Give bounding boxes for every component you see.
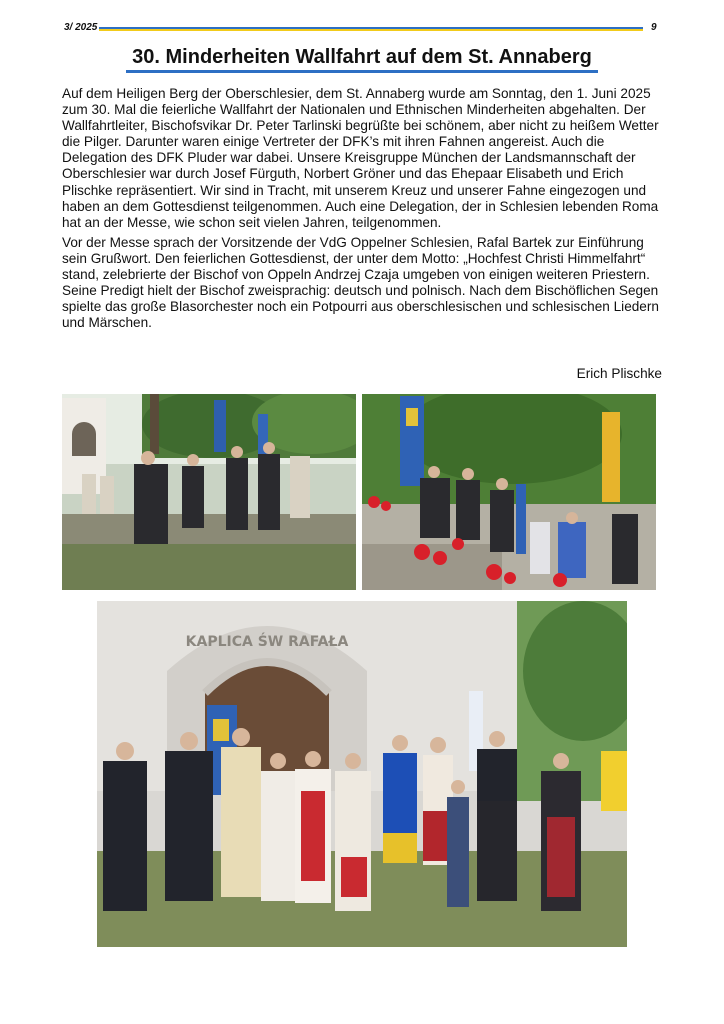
- photo-group-chapel: [97, 601, 627, 947]
- article-author: Erich Plischke: [576, 366, 662, 381]
- issue-number: 3/ 2025: [64, 22, 98, 33]
- article-title-wrap: [0, 46, 724, 73]
- photo-procession: [62, 394, 356, 590]
- header-rule-yellow: [99, 29, 643, 31]
- header-rule: [99, 27, 643, 31]
- article-title: 30. Minderheiten Wallfahrt auf dem St. Annaberg: [126, 46, 598, 73]
- article-paragraph-1: Auf dem Heiligen Berg der Oberschlesier, dem St. Annaberg wurde am Sonntag, den 1. Juni 2025 zum 30. Mal die feierliche Wallfahrt der Nationalen und Ethnischen Minderheiten abgehalten. Der Wallfahrtleiter, Bischofsvikar Dr. Peter Tarlinski begrüßte bei schönem, aber nicht zu heißem Wetter die Pilger. Darunter waren einige Vertreter der DFK’s mit ihren Fahnen angereist. Auch die Delegation des DFK Pluder war dabei. Unsere Kreisgruppe München der Landsmannschaft der Oberschlesier war durch Josef Fürguth, Norbert Gröner und das Ehepaar Elisabeth und Erich Plischke repräsentiert. Wir sind in Tracht, mit unserem Kreuz und unserer Fahne eingezogen und haben an dem Gottesdienst teilgenommen. Auch eine Delegation, der in Schlesien lebenden Roma hat an der Messe, wie schon seit vielen Jahren, teilgenommen.: [62, 86, 659, 230]
- photo-flags: [362, 394, 656, 590]
- page-number: 9: [651, 22, 657, 33]
- article-paragraph-2: Vor der Messe sprach der Vorsitzende der VdG Oppelner Schlesien, Rafal Bartek zur Einführung sein Grußwort. Den feierlichen Gottesdienst, der unter dem Motto: „Hochfest Christi Himmelfahrt“ stand, zelebrierte der Bischof von Oppeln Andrzej Czaja umgeben von einigen weiteren Priestern. Seine Predigt hielt der Bischof zweisprachig: deutsch und polnisch. Nach dem Bischöflichen Segen spielte das große Blasorchester noch ein Potpourri aus oberschlesischen und schlesischen Liedern und Märschen.: [62, 234, 659, 331]
- photo-group-chapel-image: [97, 601, 627, 947]
- photo-procession-image: [62, 394, 356, 590]
- photo-flags-image: [362, 394, 656, 590]
- article-body: [62, 86, 664, 335]
- chapel-inscription: KAPLICA ŚW RAFAŁA: [185, 634, 349, 650]
